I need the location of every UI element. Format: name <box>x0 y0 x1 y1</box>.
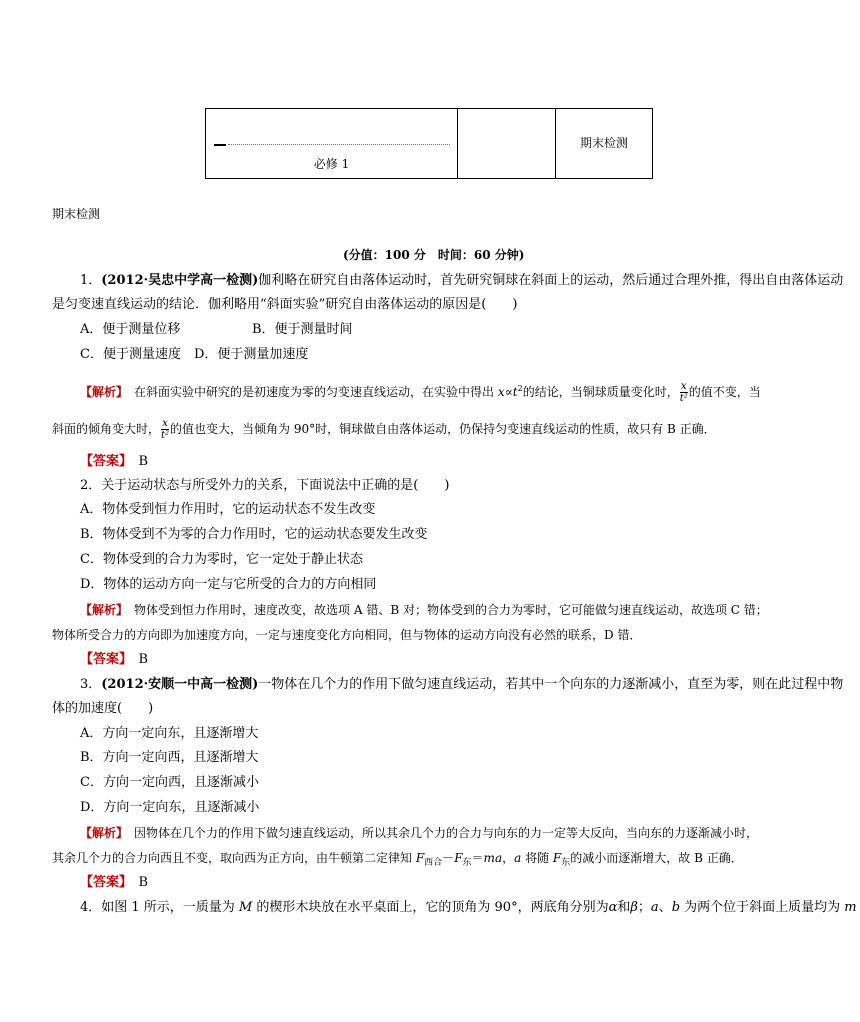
q1-frac2-num: x <box>162 418 168 429</box>
header-cell-middle <box>457 109 556 178</box>
q1-analysis-tag: 【解析】 <box>80 385 123 399</box>
q1-option-cd: C．便于测量速度 D．便于测量加速度 <box>80 347 309 362</box>
q2-option-d: D．物体的运动方向一定与它所受的合力的方向相同 <box>80 577 377 592</box>
q3-analysis-tag: 【解析】 <box>80 826 123 840</box>
q1-option-a: A．便于测量位移 <box>80 322 181 337</box>
q2-stem: 2．关于运动状态与所受外力的关系，下面说法中正确的是( ) <box>80 478 450 493</box>
q1-frac2-den: t² <box>161 430 170 441</box>
q3-sym-F3: F <box>552 851 562 865</box>
q1-analysis-2a: 斜面的倾角变大时， <box>52 422 161 436</box>
score-info: (分值：100 分 时间：60 分钟) <box>343 248 525 262</box>
q4-text-c: ； <box>637 900 651 915</box>
header-cell-right <box>556 109 652 178</box>
q1-source: (2012·吴忠中学高一检测) <box>101 273 259 288</box>
header-dotted-line <box>228 144 450 145</box>
q3-sub-east-2: 东 <box>561 858 571 868</box>
q4-sym-beta: β <box>630 900 638 915</box>
q3-answer-line <box>80 874 148 892</box>
q1-analysis-line-1 <box>80 380 761 404</box>
q1-prop: ∝ <box>504 385 513 399</box>
q4-sym-b: b <box>671 900 681 915</box>
q1-sym-x: x <box>497 385 505 399</box>
header-left-label: 必修 1 <box>313 157 350 171</box>
q1-analysis-1a: 在斜面实验中研究的是初速度为零的匀变速直线运动，在实验中得出 <box>134 385 498 399</box>
q3-analysis-2d: 的减小而逐渐增大，故 B 正确． <box>570 851 743 865</box>
q3-analysis-1: 因物体在几个力的作用下做匀速直线运动，所以其余几个力的合力与向东的力一定等大反向，当向东的力逐渐减小时， <box>134 826 759 840</box>
q1-answer-tag: 【答案】 <box>80 454 126 469</box>
q1-fraction-2 <box>161 418 169 441</box>
q2-option-a: A．物体受到恒力作用时，它的运动状态不发生改变 <box>80 502 376 517</box>
q4-text-a: 4．如图 1 所示，一质量为 <box>80 900 239 915</box>
q3-sym-F1: F <box>415 851 425 865</box>
q3-sym-m: m <box>483 851 495 865</box>
header-cell-left <box>206 109 458 178</box>
q2-answer: B <box>138 652 149 667</box>
q2-analysis-tag: 【解析】 <box>80 603 123 617</box>
q4-line-1 <box>80 899 857 917</box>
q3-source: (2012·安顺一中高一检测) <box>101 677 259 692</box>
q1-analysis-1b: 的结论，当铜球质量变化时， <box>522 385 679 399</box>
q2-analysis-line-2: 物体所受合力的方向即为加速度方向，一定与速度变化方向相同，但与物体的运动方向没有必然的联系，D 错． <box>52 628 642 642</box>
q3-sym-a1: a <box>494 851 503 865</box>
header-table <box>205 108 653 179</box>
q3-option-a: A．方向一定向东，且逐渐增大 <box>80 726 259 741</box>
q3-answer: B <box>138 875 149 890</box>
q2-analysis-line-1 <box>80 601 768 619</box>
q3-eq: ＝ <box>471 851 484 865</box>
q4-text-d: 、 <box>658 900 672 915</box>
q3-analysis-2c: 将随 <box>521 851 553 865</box>
q3-analysis-2b: ， <box>502 851 515 865</box>
q1-text-a: 伽利略在研究自由落体运动时，首先研究铜球在斜面上的运动，然后通过合理外推，得出自由落体运动 <box>258 273 844 288</box>
q2-option-c: C．物体受到的合力为零时，它一定处于静止状态 <box>80 552 363 567</box>
q1-frac1-den: t² <box>679 393 688 404</box>
q4-sym-m: m <box>844 900 857 915</box>
q3-num: 3． <box>80 677 102 692</box>
q3-option-c: C．方向一定向西，且逐渐减小 <box>80 775 259 790</box>
q1-sym-t: t <box>512 385 518 399</box>
q2-option-b: B．物体受到不为零的合力作用时，它的运动状态要发生改变 <box>80 527 428 542</box>
q2-answer-line <box>80 651 148 669</box>
q3-sym-F2: F <box>454 851 463 865</box>
header-right-label: 期末检测 <box>579 136 628 150</box>
q3-line-2: 体的加速度( ) <box>52 701 154 716</box>
q3-analysis-line-1 <box>80 824 758 842</box>
header-dash <box>214 144 226 146</box>
q4-sym-M: M <box>238 900 253 915</box>
q3-sub-sum: 西合 <box>424 858 443 868</box>
q1-line-1 <box>80 272 843 290</box>
q1-answer: B <box>138 454 149 469</box>
q1-analysis-line-2 <box>52 418 716 441</box>
q1-answer-line <box>80 453 148 471</box>
section-title: 期末检测 <box>52 207 101 221</box>
q3-analysis-2a: 其余几个力的合力向西且不变，取向西为正方向，由牛顿第二定律知 <box>52 851 416 865</box>
q3-sub-east-1: 东 <box>462 858 472 868</box>
q3-analysis-line-2 <box>52 849 743 872</box>
q1-sq: 2 <box>517 384 523 393</box>
q2-answer-tag: 【答案】 <box>80 652 126 667</box>
q4-sym-alpha: α <box>608 900 618 915</box>
q3-line-1 <box>80 676 843 694</box>
q4-text-b: 的楔形木块放在水平桌面上，它的顶角为 90°，两底角分别为 <box>252 900 609 915</box>
q1-option-b: B．便于测量时间 <box>252 322 353 337</box>
q1-analysis-1c: 的值不变，当 <box>688 385 761 399</box>
q1-num: 1． <box>80 273 102 288</box>
q3-minus: － <box>442 851 455 865</box>
q3-text-a: 一物体在几个力的作用下做匀速直线运动，若其中一个向东的力逐渐减小，直至为零，则在此过程中物 <box>258 677 844 692</box>
q1-frac1-num: x <box>680 381 687 392</box>
q4-text-e: 为两个位于斜面上质量均为 <box>680 900 845 915</box>
q3-option-b: B．方向一定向西，且逐渐增大 <box>80 750 259 765</box>
q2-analysis-1: 物体受到恒力作用时，速度改变，故选项 A 错、B 对；物体受到的合力为零时，它可能做匀速直线运动，故选项 C 错； <box>134 603 768 617</box>
q1-fraction-1 <box>680 381 688 404</box>
q3-answer-tag: 【答案】 <box>80 875 126 890</box>
q3-sym-a2: a <box>514 851 522 865</box>
q1-analysis-2b: 的值也变大，当倾角为 90°时，铜球做自由落体运动，仍保持匀变速直线运动的性质，故只有 B 正确． <box>170 422 716 436</box>
q4-and: 和 <box>617 900 631 915</box>
q4-sym-a: a <box>650 900 659 915</box>
q3-option-d: D．方向一定向东，且逐渐减小 <box>80 800 260 815</box>
q1-line-2: 是匀变速直线运动的结论．伽利略用“斜面实验”研究自由落体运动的原因是( ) <box>52 297 518 312</box>
